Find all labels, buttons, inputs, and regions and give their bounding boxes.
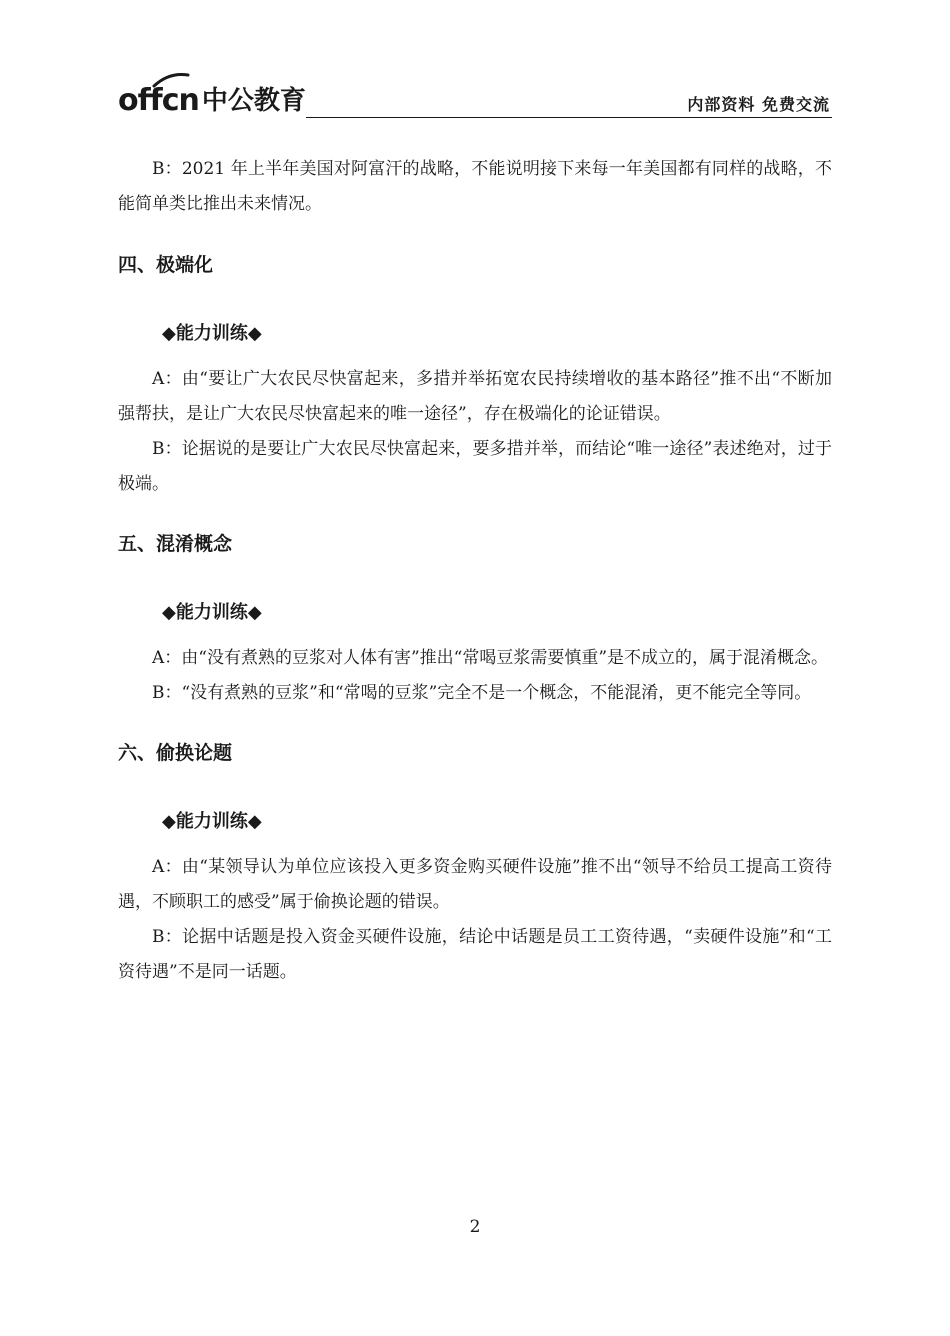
offcn-logo xyxy=(118,78,306,118)
header-rule xyxy=(306,117,832,118)
logo-chinese-text: 中公教育 xyxy=(201,86,306,116)
section-paragraph-a: A：由“要让广大农民尽快富起来，多措并举拓宽农民持续增收的基本路径”推不出“不断加强帮扶，是让广大农民尽快富起来的唯一途径”，存在极端化的论证错误。 xyxy=(118,369,832,424)
logo-arc-icon xyxy=(151,72,191,88)
page-header xyxy=(118,78,832,118)
section-paragraph-b: B：“没有煮熟的豆浆”和“常喝的豆浆”完全不是一个概念，不能混淆，更不能完全等同。 xyxy=(152,683,812,703)
section-paragraph-b: B：论据说的是要让广大农民尽快富起来，要多措并举，而结论“唯一途径”表述绝对，过于极端。 xyxy=(118,439,832,494)
logo-english-text: offcn xyxy=(118,83,199,118)
page-number: 2 xyxy=(469,1217,481,1237)
section-subheading: ◆能力训练◆ xyxy=(162,323,262,344)
section-paragraph-a: A：由“没有煮熟的豆浆对人体有害”推出“常喝豆浆需要慎重”是不成立的，属于混淆概念。 xyxy=(152,648,829,668)
section-heading: 五、混淆概念 xyxy=(118,533,233,555)
header-tag: 内部资料 免费交流 xyxy=(687,95,830,114)
section-heading: 六、偷换论题 xyxy=(118,742,233,764)
section-paragraph-b: B：论据中话题是投入资金买硬件设施，结论中话题是员工工资待遇，“卖硬件设施”和“工资待遇”不是同一话题。 xyxy=(118,927,832,982)
page-content xyxy=(118,152,832,990)
intro-paragraph-b: B：2021 年上半年美国对阿富汗的战略，不能说明接下来每一年美国都有同样的战略，不能简单类比推出未来情况。 xyxy=(118,159,832,214)
section-subheading: ◆能力训练◆ xyxy=(162,602,262,623)
section-heading: 四、极端化 xyxy=(118,254,214,276)
section-paragraph-a: A：由“某领导认为单位应该投入更多资金购买硬件设施”推不出“领导不给员工提高工资待遇，不顾职工的感受”属于偷换论题的错误。 xyxy=(118,857,832,912)
section-subheading: ◆能力训练◆ xyxy=(162,811,262,832)
